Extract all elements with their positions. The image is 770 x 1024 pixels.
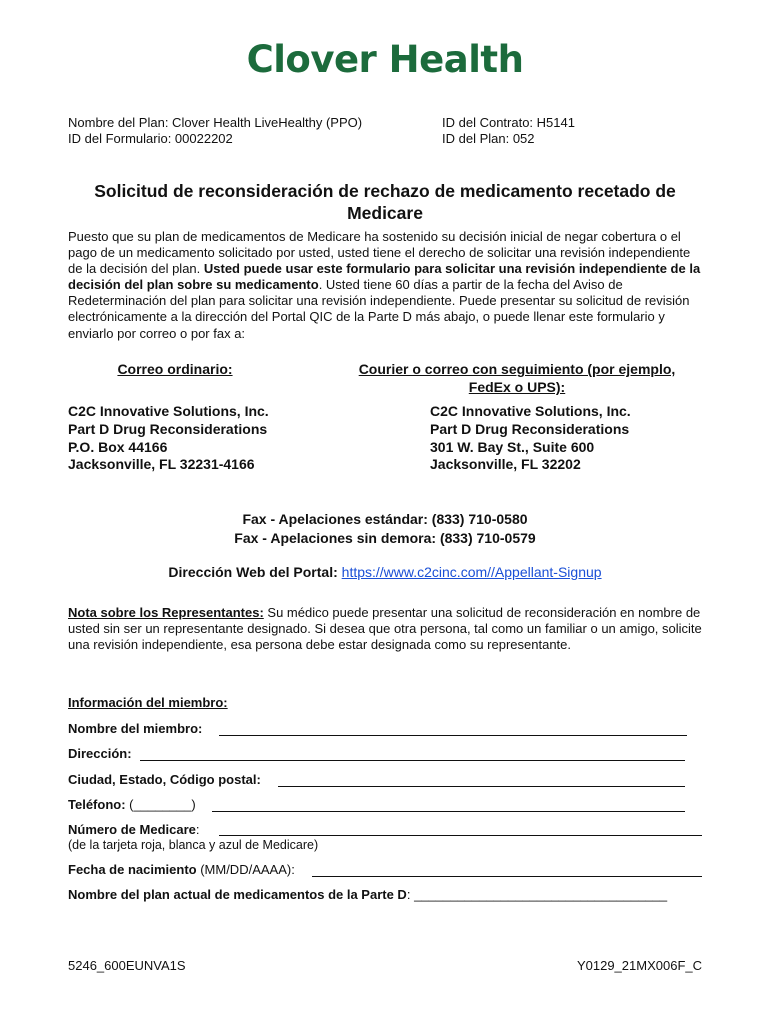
medicare-number-label-text: Número de Medicare bbox=[68, 822, 196, 837]
mail-address bbox=[68, 403, 269, 474]
courier-heading-line2: FedEx o UPS): bbox=[468, 379, 566, 395]
partd-plan-field[interactable]: ___________________________________ bbox=[414, 887, 668, 902]
mail-address-line: Jacksonville, FL 32231-4166 bbox=[68, 456, 255, 473]
portal-link[interactable]: https://www.c2cinc.com//Appellant-Signup bbox=[341, 564, 602, 580]
member-heading bbox=[68, 695, 228, 710]
dob-label bbox=[68, 862, 295, 877]
mail-address-line: Part D Drug Reconsiderations bbox=[68, 420, 268, 437]
intro-text-2: . Usted tiene 60 días a partir de la fecha del Aviso de Redeterminación del plan para solicitar una revisión independiente. Puede presentar su solicitud de revisión electrónicamente a la dirección del Portal QIC de la Parte D más abajo, o puede llenar este formulario y enviarlo por correo o por fax a: bbox=[68, 277, 690, 341]
phone-area-code-field[interactable]: (________) bbox=[129, 797, 196, 812]
address-field[interactable] bbox=[140, 760, 685, 761]
partd-plan-colon: : bbox=[406, 887, 415, 902]
member-heading-text: Información del miembro: bbox=[68, 695, 228, 710]
clover-health-logo: Clover Health bbox=[246, 38, 524, 81]
contract-id: ID del Contrato: H5141 bbox=[442, 115, 575, 130]
phone-label-text: Teléfono: bbox=[68, 797, 126, 812]
courier-address-line: Part D Drug Reconsiderations bbox=[430, 420, 630, 437]
representatives-note bbox=[68, 605, 713, 653]
medicare-number-field[interactable] bbox=[219, 835, 702, 836]
formulary-id: ID del Formulario: 00022202 bbox=[68, 131, 233, 146]
fax-expedited: Fax - Apelaciones sin demora: (833) 710-0579 bbox=[234, 529, 536, 546]
plan-info-left bbox=[68, 115, 362, 147]
footer-left-code: 5246_600EUNVA1S bbox=[68, 958, 186, 973]
plan-info-right bbox=[442, 115, 575, 147]
phone-number-field[interactable] bbox=[212, 811, 685, 812]
representatives-text: Su médico puede presentar una solicitud de reconsideración en nombre de usted sin ser un representante designado. Si desea que otra persona, tal como un familiar o un amigo, solicite una revisión independiente, esa persona debe estar designada como su representante. bbox=[68, 605, 702, 653]
fax-standard: Fax - Apelaciones estándar: (833) 710-0580 bbox=[242, 511, 528, 527]
courier-address-line: 301 W. Bay St., Suite 600 bbox=[430, 438, 595, 455]
city-state-zip-label bbox=[68, 772, 261, 787]
partd-plan-label-text: Nombre del plan actual de medicamentos de la Parte D bbox=[68, 887, 407, 902]
intro-bold-text: Usted puede usar este formulario para solicitar una revisión independiente de la decisión del plan sobre su medicamento bbox=[68, 261, 701, 293]
dob-format: (MM/DD/AAAA): bbox=[196, 862, 295, 877]
page-title-line1: Solicitud de reconsideración de rechazo de medicamento recetado de bbox=[94, 181, 676, 201]
intro-text-1: Puesto que su plan de medicamentos de Medicare ha sostenido su decisión inicial de negar cobertura o el pago de un medicamento solicitado por usted, usted tiene el derecho de solicitar una revisión independiente de la decisión del plan. bbox=[68, 229, 691, 277]
intro-paragraph bbox=[68, 229, 708, 342]
member-name-label-text: Nombre del miembro: bbox=[68, 721, 203, 736]
city-state-zip-label-text: Ciudad, Estado, Código postal: bbox=[68, 772, 261, 787]
footer-right-code: Y0129_21MX006F_C bbox=[576, 958, 702, 973]
mail-address-line: C2C Innovative Solutions, Inc. bbox=[68, 403, 269, 419]
plan-id: ID del Plan: 052 bbox=[442, 131, 535, 146]
dob-field[interactable] bbox=[312, 876, 702, 877]
mail-heading: Correo ordinario: bbox=[117, 361, 233, 377]
member-name-label bbox=[68, 721, 202, 736]
portal-address bbox=[0, 564, 770, 580]
representatives-label: Nota sobre los Representantes: bbox=[68, 605, 264, 620]
courier-heading bbox=[330, 360, 704, 396]
phone-label bbox=[68, 797, 196, 812]
medicare-number-note: (de la tarjeta roja, blanca y azul de Medicare) bbox=[68, 838, 319, 852]
address-label-text: Dirección: bbox=[68, 746, 132, 761]
courier-heading-line1: Courier o correo con seguimiento (por ejemplo, bbox=[358, 361, 676, 377]
member-name-field[interactable] bbox=[219, 735, 687, 736]
courier-address-line: C2C Innovative Solutions, Inc. bbox=[430, 403, 631, 419]
courier-address-line: Jacksonville, FL 32202 bbox=[430, 456, 581, 473]
courier-address bbox=[430, 403, 631, 474]
fax-numbers bbox=[0, 510, 770, 547]
page-title-line2: Medicare bbox=[347, 203, 423, 223]
medicare-number-colon: : bbox=[195, 822, 200, 837]
city-state-zip-field[interactable] bbox=[278, 786, 685, 787]
partd-plan-label bbox=[68, 887, 667, 902]
page-title bbox=[60, 180, 710, 224]
plan-name: Nombre del Plan: Clover Health LiveHealthy (PPO) bbox=[68, 115, 363, 130]
portal-label: Dirección Web del Portal: bbox=[168, 564, 342, 580]
mail-address-line: P.O. Box 44166 bbox=[68, 438, 168, 455]
medicare-number-label bbox=[68, 822, 200, 837]
dob-label-text: Fecha de nacimiento bbox=[68, 862, 197, 877]
address-label bbox=[68, 746, 132, 761]
